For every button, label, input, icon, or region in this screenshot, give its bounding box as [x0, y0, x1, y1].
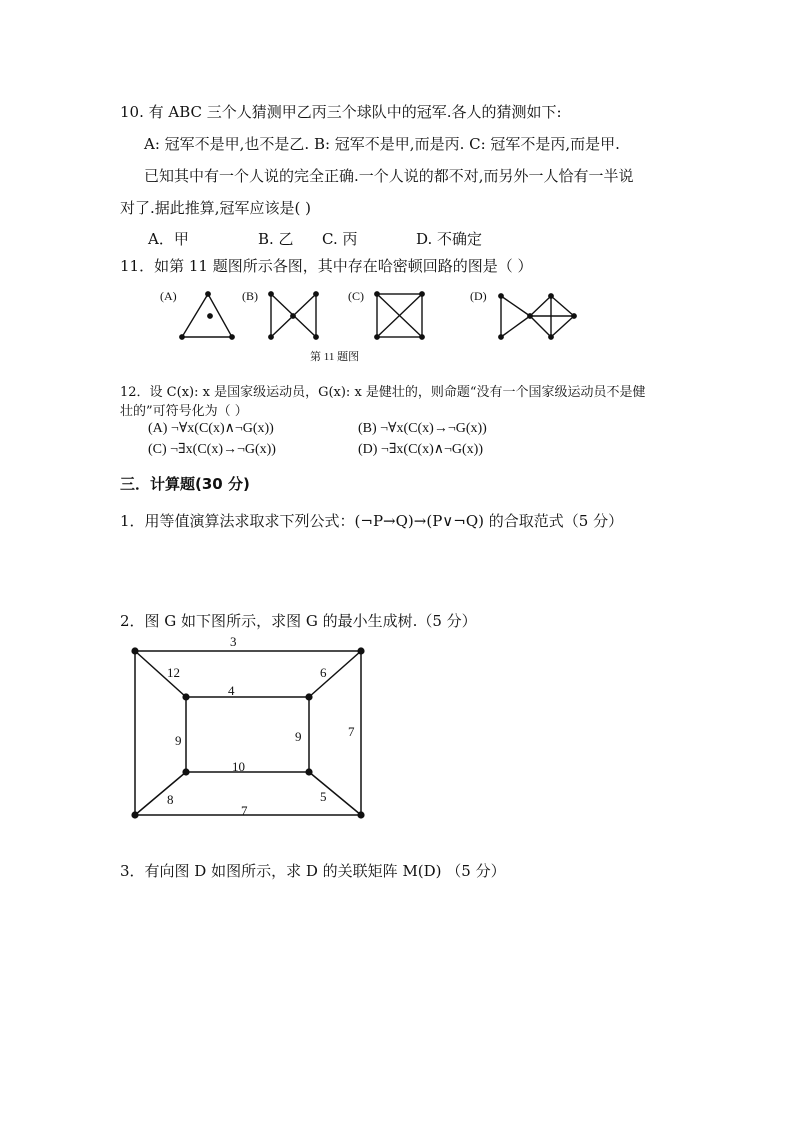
- q10-option-a: A．甲: [148, 230, 189, 248]
- weight-bottom: 7: [241, 803, 248, 818]
- graph-g-vertex: [131, 647, 138, 654]
- weight-inner-right: 9: [295, 729, 302, 744]
- q10-guesses: A: 冠军不是甲,也不是乙. B: 冠军不是甲,而是丙. C: 冠军不是丙,而是甲.: [144, 135, 620, 153]
- graph-g-vertex: [357, 647, 364, 654]
- q12-stem-2: 壮的”可符号化为（ ）: [120, 404, 248, 419]
- q10-option-c: C. 丙: [322, 230, 358, 248]
- weight-inner-bottom: 10: [232, 759, 245, 774]
- weight-top: 3: [230, 634, 237, 649]
- q11-caption: 第 11 题图: [310, 351, 360, 363]
- weight-inner-left: 9: [175, 733, 182, 748]
- section-3-title: 三．计算题(30 分): [120, 475, 250, 493]
- q10-option-d: D. 不确定: [416, 230, 483, 248]
- calc-2-text: 2．图 G 如下图所示，求图 G 的最小生成树.（5 分）: [120, 612, 477, 630]
- weight-lr-diag: 5: [320, 789, 327, 804]
- calc-3-text: 3．有向图 D 如图所示，求 D 的关联矩阵 M(D) （5 分）: [120, 862, 506, 880]
- q11-label-a: (A): [160, 289, 177, 303]
- q11-stem: 11．如第 11 题图所示各图，其中存在哈密顿回路的图是（ ）: [120, 257, 533, 275]
- weight-inner-top: 4: [228, 683, 235, 698]
- q10-option-b: B. 乙: [258, 230, 294, 248]
- q11-label-d: (D): [470, 289, 487, 303]
- q11-label-b: (B): [242, 289, 258, 303]
- q12-option-c: (C) ¬∃x(C(x)→¬G(x)): [148, 442, 276, 457]
- graph-g-vertex: [305, 693, 312, 700]
- graph-g-vertex: [357, 811, 364, 818]
- weight-ll-diag: 8: [167, 792, 174, 807]
- q12-stem-1: 12．设 C(x): x 是国家级运动员，G(x): x 是健壮的，则命题“没有一个国家级运动员不是健: [120, 385, 646, 400]
- q12-option-b: (B) ¬∀x(C(x)→¬G(x)): [358, 421, 487, 436]
- q10-stem: 10. 有 ABC 三个人猜测甲乙丙三个球队中的冠军.各人的猜测如下:: [120, 103, 562, 121]
- graph-g-vertex: [182, 693, 189, 700]
- weight-ur-diag: 6: [320, 665, 327, 680]
- graph-g-vertex: [131, 811, 138, 818]
- graph-g-vertex: [182, 768, 189, 775]
- weight-outer-right: 7: [348, 724, 355, 739]
- q10-condition-2: 对了.据此推算,冠军应该是( ): [120, 199, 312, 217]
- q12-option-a: (A) ¬∀x(C(x)∧¬G(x)): [148, 421, 274, 436]
- graph-g-vertex: [305, 768, 312, 775]
- calc-1-text: 1．用等值演算法求取求下列公式：(¬P→Q)→(P∨¬Q) 的合取范式（5 分）: [120, 512, 624, 530]
- weight-ul-diag: 12: [167, 665, 180, 680]
- q10-condition-1: 已知其中有一个人说的完全正确.一个人说的都不对,而另外一人恰有一半说: [144, 167, 634, 185]
- q11-label-c: (C): [348, 289, 364, 303]
- q12-option-d: (D) ¬∃x(C(x)∧¬G(x)): [358, 442, 483, 457]
